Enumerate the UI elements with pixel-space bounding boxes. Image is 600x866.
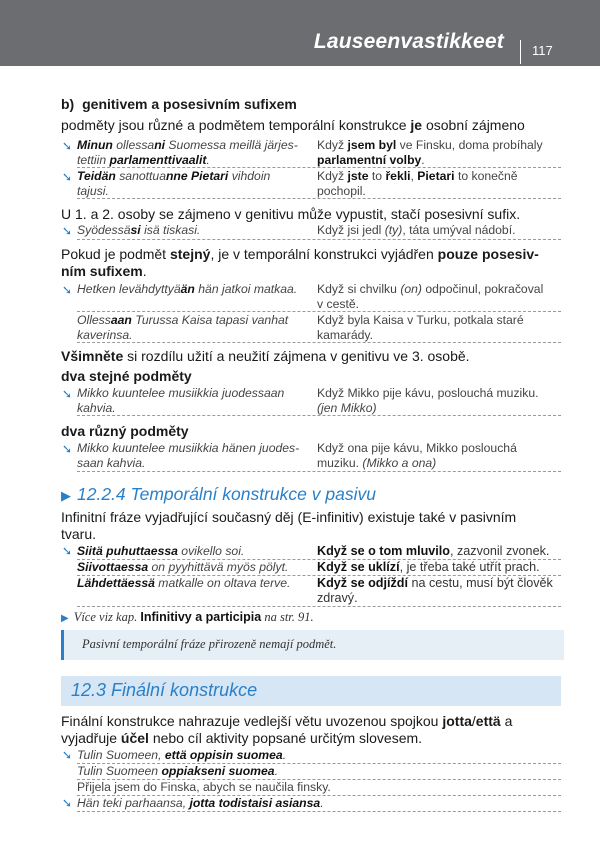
final-examples bbox=[61, 748, 561, 810]
divider bbox=[77, 415, 561, 416]
divider bbox=[77, 811, 561, 812]
triangle-right-icon: ▶ bbox=[61, 488, 71, 503]
example-fi: Syödessäsi isä tiskasi. bbox=[77, 223, 201, 237]
example-cz: Když si chvilku (on) odpočinul, pokračoval v cestě. bbox=[317, 282, 544, 311]
example-cz: Když se o tom mluvilo, zazvonil zvonek. bbox=[317, 544, 550, 558]
page-number: 117 bbox=[532, 43, 553, 58]
paragraph: tvaru. bbox=[61, 526, 97, 542]
paragraph: vyjadřuje účel nebo cíl aktivity popsané určitým slovesem. bbox=[61, 730, 423, 746]
section-b-label: b) bbox=[61, 96, 75, 112]
example-fi: Hän teki parhaansa, jotta todistaisi asiansa. bbox=[77, 796, 324, 810]
paragraph: Infinitní fráze vyjadřující současný děj (E-infinitiv) existuje také v pasivním bbox=[61, 509, 517, 525]
subheading-different-subjects: dva různý podměty bbox=[61, 423, 189, 439]
divider bbox=[77, 311, 561, 312]
example-fi: Mikko kuuntelee musiikkia juodessaan kahvia. bbox=[77, 386, 285, 415]
example-fi: Siivottaessa on pyyhittävä myös pölyt. bbox=[77, 560, 289, 574]
example-fi: Hetken levähdyttyään hän jatkoi matkaa. bbox=[77, 282, 298, 296]
example-cz: Když se odjíždí na cestu, musí být člověk zdravý. bbox=[317, 576, 553, 605]
triangle-right-icon: ▶ bbox=[61, 613, 69, 624]
example-cz: Když ona pije kávu, Mikko poslouchá muziku. (Mikko a ona) bbox=[317, 441, 517, 470]
example-cz: Když byla Kaisa v Turku, potkala staré kamarády. bbox=[317, 313, 524, 342]
section-12-2-4-heading: ▶ 12.2.4 Temporální konstrukce v pasivu bbox=[61, 484, 376, 504]
note-text: Pasivní temporální fráze přirozeně nemají podmět. bbox=[82, 637, 337, 651]
example-cz: Když jsem byl ve Finsku, doma probíhaly parlamentní volby. bbox=[317, 138, 543, 167]
blue-arrow-icon: ➘ bbox=[62, 544, 73, 558]
blue-arrow-icon: ➘ bbox=[62, 283, 73, 297]
paragraph: Všimněte si rozdílu užití a neužití zájmena v genitivu ve 3. osobě. bbox=[61, 348, 470, 364]
blue-arrow-icon: ➘ bbox=[62, 748, 73, 762]
example-fi: Tulin Suomeen oppiakseni suomea. bbox=[77, 764, 278, 778]
section-12-3-banner bbox=[61, 676, 561, 706]
blue-arrow-icon: ➘ bbox=[62, 139, 73, 153]
example-fi: Mikko kuuntelee musiikkia hänen juodes- saan kahvia. bbox=[77, 441, 300, 470]
chapter-title: Lauseenvastikkeet bbox=[313, 30, 504, 53]
example-fi: Ollessaan Turussa Kaisa tapasi vanhat kaverinsa. bbox=[77, 313, 289, 342]
paragraph: U 1. a 2. osoby se zájmeno v genitivu může vypustit, stačí posesivní sufix. bbox=[61, 206, 521, 222]
divider bbox=[77, 606, 561, 607]
passive-examples bbox=[61, 544, 561, 606]
section-b-heading bbox=[61, 96, 297, 113]
example-fi: Minun ollessani Suomessa meillä järjes- tettiin parlamenttivaalit. bbox=[77, 138, 298, 167]
note-box bbox=[61, 630, 564, 660]
paragraph: Finální konstrukce nahrazuje vedlejší větu uvozenou spojkou jotta/että a bbox=[61, 713, 513, 729]
paragraph: Pokud je podmět stejný, je v temporální konstrukci vyjádřen pouze posesiv- ním sufixem. bbox=[61, 246, 539, 279]
blue-arrow-icon: ➘ bbox=[62, 442, 73, 456]
example-cz: Když jste to řekli, Pietari to konečně pochopil. bbox=[317, 169, 518, 198]
example-fi: Siitä puhuttaessa ovikello soi. bbox=[77, 544, 245, 558]
divider bbox=[77, 198, 561, 199]
section-12-3-heading: 12.3 Finální konstrukce bbox=[71, 680, 258, 700]
section-b-intro: podměty jsou různé a podmětem temporální konstrukce je osobní zájmeno bbox=[61, 117, 525, 133]
divider bbox=[77, 342, 561, 343]
divider bbox=[77, 471, 561, 472]
subheading-same-subjects: dva stejné podměty bbox=[61, 368, 192, 384]
cross-reference: ▶ Více viz kap. Infinitivy a participia na str. 91. bbox=[61, 610, 314, 624]
example-fi: Tulin Suomeen, että oppisin suomea. bbox=[77, 748, 287, 762]
example-cz: Když Mikko pije kávu, poslouchá muziku. (jen Mikko) bbox=[317, 386, 539, 415]
example-cz: Když jsi jedl (ty), táta umýval nádobí. bbox=[317, 223, 516, 237]
example-cz: Přijela jsem do Finska, abych se naučila finsky. bbox=[77, 780, 331, 794]
divider bbox=[77, 167, 561, 168]
header-band bbox=[0, 0, 600, 66]
divider bbox=[77, 239, 561, 240]
blue-arrow-icon: ➘ bbox=[62, 796, 73, 810]
header-divider bbox=[520, 40, 521, 64]
example-fi: Teidän sanottuanne Pietari vihdoin tajusi. bbox=[77, 169, 271, 198]
blue-arrow-icon: ➘ bbox=[62, 170, 73, 184]
section-b-title: genitivem a posesivním sufixem bbox=[82, 96, 297, 112]
example-fi: Lähdettäessä matkalle on oltava terve. bbox=[77, 576, 291, 590]
example-cz: Když se uklízí, je třeba také utřít prach. bbox=[317, 560, 540, 574]
blue-arrow-icon: ➘ bbox=[62, 387, 73, 401]
blue-arrow-icon: ➘ bbox=[62, 224, 73, 238]
